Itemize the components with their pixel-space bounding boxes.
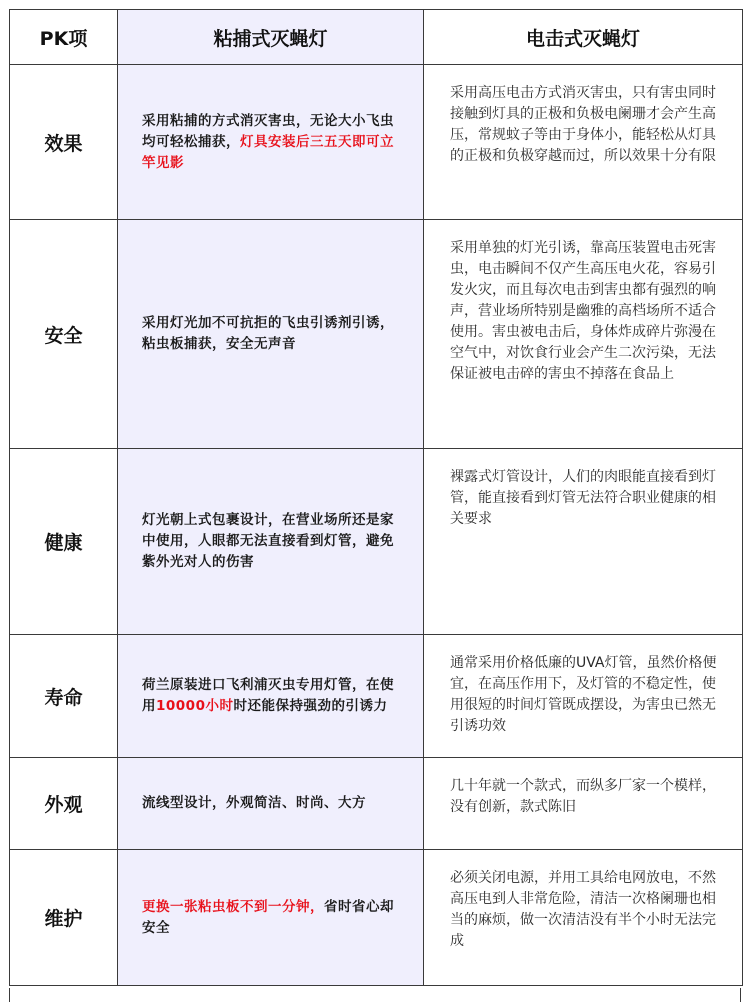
- description-text: 采用粘捕的方式消灭害虫，无论大小飞虫均可轻松捕获，: [142, 112, 394, 150]
- row-label: 寿命: [10, 635, 118, 758]
- description-text: 时还能保持强劲的引诱力: [233, 698, 388, 714]
- highlight-text: 10000小时: [156, 698, 234, 714]
- row-label: 效果: [10, 65, 118, 220]
- table-body: [10, 65, 743, 986]
- electric-zapper-description: 采用单独的灯光引诱，靠高压装置电击死害虫，电击瞬间不仅产生高压电火花，容易引发火灾，而且每次电击到害虫都有强烈的响声，营业场所特别是幽雅的高档场所不适合使用。害虫被电击后，身体炸成碎片弥漫在空气中，对饮食行业会产生二次污染，无法保证被电击碎的害虫不掉落在食品上: [424, 220, 743, 449]
- sticky-trap-description: [118, 220, 424, 449]
- description-text: 灯光朝上式包裹设计，在营业场所还是家中使用，人眼都无法直接看到灯管，避免紫外光对人的伤害: [142, 512, 394, 570]
- description-text: 荷兰原装进口飞利浦灭虫专用灯管，在使用: [142, 677, 394, 714]
- header-pk-item: PK项: [10, 10, 118, 65]
- row-label: 安全: [10, 220, 118, 449]
- electric-zapper-description: 几十年就一个款式，而纵多厂家一个模样，没有创新，款式陈旧: [424, 758, 743, 850]
- description-text: 流线型设计，外观简洁、时尚、大方: [142, 795, 366, 811]
- header-sticky-trap-lamp: 粘捕式灭蝇灯: [118, 10, 424, 65]
- table-row-lifespan: [10, 635, 743, 758]
- row-label: 外观: [10, 758, 118, 850]
- sticky-trap-description: [118, 65, 424, 220]
- comparison-table: [9, 9, 743, 986]
- row-label: 维护: [10, 850, 118, 986]
- highlight-text: 灯具安装后三五天即可立竿见影: [142, 133, 394, 171]
- header-electric-zapper-lamp: 电击式灭蝇灯: [424, 10, 743, 65]
- sticky-trap-description: [118, 635, 424, 758]
- description-text: 采用灯光加不可抗拒的飞虫引诱剂引诱，粘虫板捕获，安全无声音: [142, 315, 394, 352]
- sticky-trap-description: [118, 758, 424, 850]
- electric-zapper-description: 通常采用价格低廉的UVA灯管，虽然价格便宜，在高压作用下，及灯管的不稳定性，使用很短的时间灯管既成摆设，为害虫已然无引诱功效: [424, 635, 743, 758]
- table-row-health: [10, 449, 743, 635]
- table-row-safety: [10, 220, 743, 449]
- electric-zapper-description: 采用高压电击方式消灭害虫，只有害虫同时接触到灯具的正极和负极电阑珊才会产生高压，常规蚊子等由于身体小，能轻松从灯具的正极和负极穿越而过，所以效果十分有限: [424, 65, 743, 220]
- description-text: 省时省心却安全: [142, 898, 394, 936]
- table-row-appearance: [10, 758, 743, 850]
- sticky-trap-description: [118, 449, 424, 635]
- sticky-trap-description: [118, 850, 424, 986]
- header-row: [10, 10, 743, 65]
- table-row-effect: [10, 65, 743, 220]
- electric-zapper-description: 裸露式灯管设计，人们的肉眼能直接看到灯管，能直接看到灯管无法符合职业健康的相关要求: [424, 449, 743, 635]
- row-label: 健康: [10, 449, 118, 635]
- highlight-text: 更换一张粘虫板不到一分钟，: [142, 898, 324, 915]
- table-row-maintenance: [10, 850, 743, 986]
- electric-zapper-description: 必须关闭电源，并用工具给电网放电，不然高压电到人非常危险，清洁一次格阑珊也相当的麻烦，做一次清洁没有半个小时无法完成: [424, 850, 743, 986]
